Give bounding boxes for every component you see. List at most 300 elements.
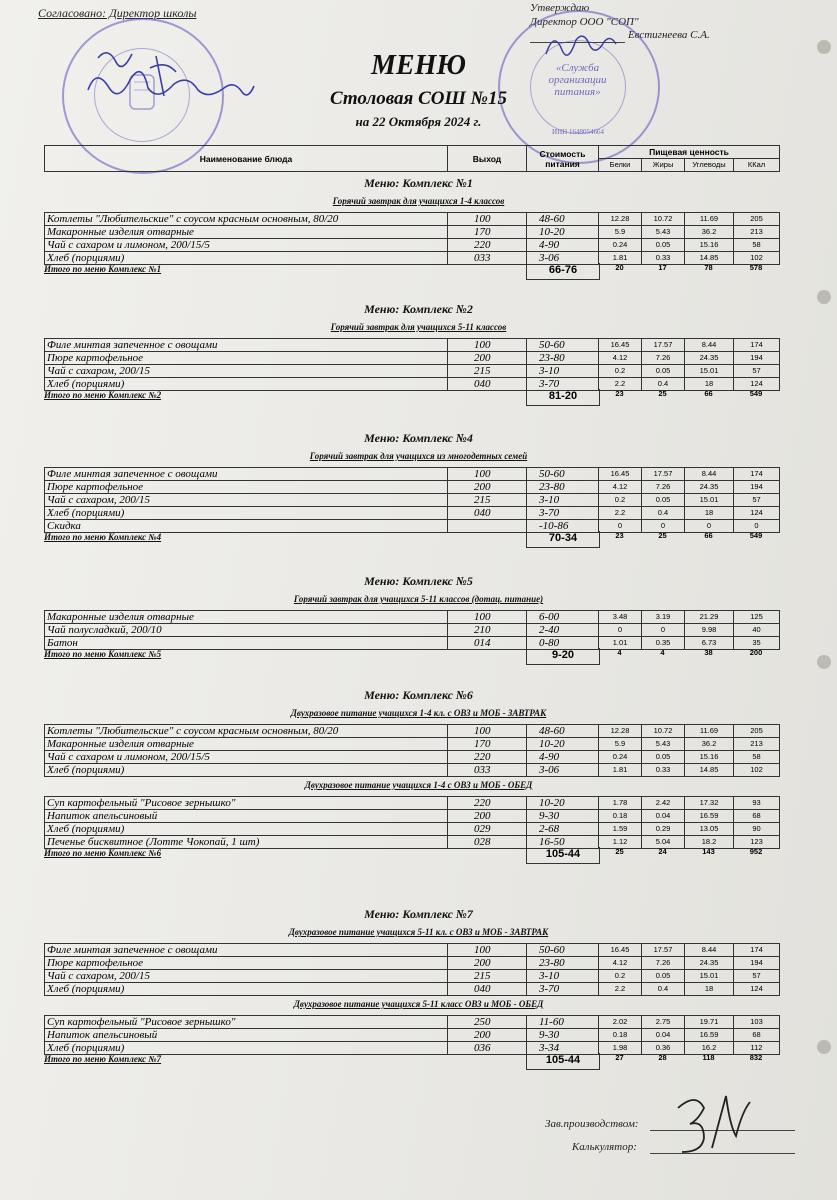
total-label: Итого по меню Комплекс №4 bbox=[44, 532, 162, 542]
dish-protein: 0.18 bbox=[599, 810, 642, 823]
dish-fat: 0.33 bbox=[642, 252, 685, 265]
dish-carbs: 36.2 bbox=[685, 226, 734, 239]
dish-output: 200 bbox=[448, 352, 527, 365]
dish-protein: 16.45 bbox=[599, 468, 642, 481]
dish-name: Чай с сахаром и лимоном, 200/15/5 bbox=[45, 239, 448, 252]
total-label: Итого по меню Комплекс №1 bbox=[44, 264, 162, 274]
stamp-inn: ИНН 1648054664 bbox=[552, 128, 604, 136]
dish-carbs: 18.2 bbox=[685, 836, 734, 849]
dish-cost: 4-90 bbox=[527, 239, 599, 252]
dish-kcal: 40 bbox=[734, 624, 780, 637]
dish-name: Пюре картофельное bbox=[45, 481, 448, 494]
dish-carbs: 15.01 bbox=[685, 494, 734, 507]
dish-kcal: 57 bbox=[734, 494, 780, 507]
dish-name: Чай полусладкий, 200/10 bbox=[45, 624, 448, 637]
dish-fat: 7.26 bbox=[642, 957, 685, 970]
col-output-header: Выход bbox=[448, 146, 527, 172]
dish-fat: 17.57 bbox=[642, 944, 685, 957]
dish-cost: 4-90 bbox=[527, 751, 599, 764]
dish-name: Пюре картофельное bbox=[45, 352, 448, 365]
total-cost: 70-34 bbox=[526, 531, 600, 548]
total-nutrition-value: 38 bbox=[704, 648, 713, 657]
approve-director-label: Директор ООО "СОП" bbox=[530, 16, 639, 28]
dish-protein: 5.9 bbox=[599, 738, 642, 751]
dish-protein: 12.28 bbox=[599, 213, 642, 226]
dish-name: Хлеб (порциями) bbox=[45, 983, 448, 996]
dish-row bbox=[45, 481, 780, 494]
dish-fat: 0.05 bbox=[642, 751, 685, 764]
dish-output: 100 bbox=[448, 468, 527, 481]
total-nutrition-value: 952 bbox=[749, 847, 763, 856]
dish-name: Чай с сахаром, 200/15 bbox=[45, 970, 448, 983]
dish-kcal: 124 bbox=[734, 507, 780, 520]
dish-kcal: 102 bbox=[734, 252, 780, 265]
dish-kcal: 35 bbox=[734, 637, 780, 650]
total-nutrition-value: 549 bbox=[749, 389, 763, 398]
total-cost: 9-20 bbox=[526, 648, 600, 665]
dish-protein: 4.12 bbox=[599, 957, 642, 970]
dish-cost: 9-30 bbox=[527, 1029, 599, 1042]
dish-output: 040 bbox=[448, 507, 527, 520]
dish-cost: 3-10 bbox=[527, 494, 599, 507]
dish-protein: 1.01 bbox=[599, 637, 642, 650]
dish-row bbox=[45, 983, 780, 996]
dish-cost: 23-80 bbox=[527, 957, 599, 970]
dish-cost: 16-50 bbox=[527, 836, 599, 849]
col-carbs-header: Углеводы bbox=[685, 159, 734, 172]
dish-kcal: 174 bbox=[734, 468, 780, 481]
section-title: Меню: Комплекс №4 bbox=[364, 431, 473, 445]
dish-kcal: 68 bbox=[734, 1029, 780, 1042]
dish-fat: 0.29 bbox=[642, 823, 685, 836]
total-nutrition-value: 23 bbox=[615, 531, 624, 540]
dish-name: Котлеты "Любительские" с соусом красным основным, 80/20 bbox=[45, 725, 448, 738]
dish-carbs: 16.59 bbox=[685, 810, 734, 823]
dish-cost: 3-06 bbox=[527, 252, 599, 265]
total-cost: 105-44 bbox=[526, 847, 600, 864]
menu-date: на 22 Октября 2024 г. bbox=[355, 114, 482, 129]
dish-kcal: 194 bbox=[734, 957, 780, 970]
meal-title: Двухразовое питание учащихся 5-11 кл. с ОВЗ и МОБ - ЗАВТРАК bbox=[288, 927, 549, 937]
dish-kcal: 57 bbox=[734, 970, 780, 983]
dish-output: 100 bbox=[448, 213, 527, 226]
dish-cost: 50-60 bbox=[527, 468, 599, 481]
dish-carbs: 24.35 bbox=[685, 481, 734, 494]
dish-row bbox=[45, 957, 780, 970]
dish-output: 100 bbox=[448, 611, 527, 624]
dish-output bbox=[448, 520, 527, 533]
dish-kcal: 123 bbox=[734, 836, 780, 849]
total-nutrition-value: 25 bbox=[658, 389, 667, 398]
col-cost-header: Стоимость питания bbox=[527, 146, 599, 172]
dish-protein: 1.81 bbox=[599, 764, 642, 777]
dish-cost: 9-30 bbox=[527, 810, 599, 823]
total-nutrition-value: 20 bbox=[615, 263, 624, 272]
dish-row bbox=[45, 725, 780, 738]
dish-fat: 5.43 bbox=[642, 738, 685, 751]
col-protein-header: Белки bbox=[599, 159, 642, 172]
dish-output: 100 bbox=[448, 944, 527, 957]
dish-kcal: 68 bbox=[734, 810, 780, 823]
dish-row bbox=[45, 738, 780, 751]
dish-carbs: 14.85 bbox=[685, 764, 734, 777]
dish-protein: 1.81 bbox=[599, 252, 642, 265]
dish-protein: 0.24 bbox=[599, 239, 642, 252]
dish-protein: 0.24 bbox=[599, 751, 642, 764]
dish-protein: 1.98 bbox=[599, 1042, 642, 1055]
dish-protein: 1.12 bbox=[599, 836, 642, 849]
dish-row bbox=[45, 1029, 780, 1042]
dish-carbs: 15.01 bbox=[685, 970, 734, 983]
total-label: Итого по меню Комплекс №7 bbox=[44, 1054, 162, 1064]
dish-row bbox=[45, 970, 780, 983]
dish-cost: 3-70 bbox=[527, 378, 599, 391]
dish-fat: 2.42 bbox=[642, 797, 685, 810]
dish-cost: -10-86 bbox=[527, 520, 599, 533]
dish-cost: 3-10 bbox=[527, 970, 599, 983]
total-cost: 66-76 bbox=[526, 263, 600, 280]
dish-kcal: 93 bbox=[734, 797, 780, 810]
dish-protein: 4.12 bbox=[599, 481, 642, 494]
dish-row bbox=[45, 944, 780, 957]
approve-label: Утверждаю bbox=[530, 2, 590, 14]
dish-row bbox=[45, 611, 780, 624]
dish-cost: 48-60 bbox=[527, 213, 599, 226]
dish-row bbox=[45, 764, 780, 777]
dish-carbs: 14.85 bbox=[685, 252, 734, 265]
dish-name: Пюре картофельное bbox=[45, 957, 448, 970]
dish-carbs: 13.05 bbox=[685, 823, 734, 836]
dish-name: Макаронные изделия отварные bbox=[45, 226, 448, 239]
dish-fat: 5.43 bbox=[642, 226, 685, 239]
total-cost: 81-20 bbox=[526, 389, 600, 406]
total-nutrition-value: 118 bbox=[702, 1053, 715, 1062]
total-nutrition-value: 832 bbox=[749, 1053, 763, 1062]
dish-name: Чай с сахаром и лимоном, 200/15/5 bbox=[45, 751, 448, 764]
total-cost: 105-44 bbox=[526, 1053, 600, 1070]
dish-name: Напиток апельсиновый bbox=[45, 810, 448, 823]
dish-table bbox=[44, 212, 780, 265]
dish-carbs: 24.35 bbox=[685, 352, 734, 365]
dish-name: Хлеб (порциями) bbox=[45, 823, 448, 836]
dish-carbs: 6.73 bbox=[685, 637, 734, 650]
dish-kcal: 102 bbox=[734, 764, 780, 777]
dish-cost: 23-80 bbox=[527, 352, 599, 365]
calculator-label: Калькулятор: bbox=[572, 1141, 637, 1153]
dish-output: 029 bbox=[448, 823, 527, 836]
dish-fat: 0 bbox=[642, 520, 685, 533]
dish-row bbox=[45, 494, 780, 507]
dish-protein: 1.59 bbox=[599, 823, 642, 836]
dish-carbs: 8.44 bbox=[685, 944, 734, 957]
dish-name: Скидка bbox=[45, 520, 448, 533]
dish-protein: 5.9 bbox=[599, 226, 642, 239]
dish-protein: 0.2 bbox=[599, 970, 642, 983]
dish-carbs: 17.32 bbox=[685, 797, 734, 810]
dish-cost: 3-06 bbox=[527, 764, 599, 777]
dish-protein: 2.2 bbox=[599, 378, 642, 391]
dish-carbs: 15.16 bbox=[685, 751, 734, 764]
dish-fat: 0.33 bbox=[642, 764, 685, 777]
dish-output: 100 bbox=[448, 725, 527, 738]
dish-row bbox=[45, 624, 780, 637]
dish-name: Филе минтая запеченное с овощами bbox=[45, 944, 448, 957]
dish-name: Филе минтая запеченное с овощами bbox=[45, 339, 448, 352]
dish-cost: 50-60 bbox=[527, 944, 599, 957]
dish-fat: 0.4 bbox=[642, 378, 685, 391]
dish-carbs: 21.29 bbox=[685, 611, 734, 624]
total-nutrition-value: 25 bbox=[658, 531, 667, 540]
dish-cost: 3-70 bbox=[527, 983, 599, 996]
dish-kcal: 194 bbox=[734, 481, 780, 494]
dish-fat: 0.36 bbox=[642, 1042, 685, 1055]
dish-protein: 2.02 bbox=[599, 1016, 642, 1029]
dish-protein: 3.48 bbox=[599, 611, 642, 624]
total-nutrition-value: 24 bbox=[658, 847, 667, 856]
dish-fat: 0.05 bbox=[642, 365, 685, 378]
col-name-header: Наименование блюда bbox=[45, 146, 448, 172]
dish-row bbox=[45, 1016, 780, 1029]
dish-fat: 2.75 bbox=[642, 1016, 685, 1029]
dish-kcal: 205 bbox=[734, 213, 780, 226]
dish-protein: 1.78 bbox=[599, 797, 642, 810]
dish-row bbox=[45, 823, 780, 836]
dish-fat: 0.04 bbox=[642, 810, 685, 823]
total-nutrition-value: 66 bbox=[704, 531, 713, 540]
meal-title: Горячий завтрак для учащихся 5-11 классов bbox=[330, 322, 507, 332]
dish-output: 033 bbox=[448, 252, 527, 265]
dish-kcal: 0 bbox=[734, 520, 780, 533]
dish-fat: 3.19 bbox=[642, 611, 685, 624]
dish-output: 100 bbox=[448, 339, 527, 352]
dish-fat: 17.57 bbox=[642, 339, 685, 352]
chef-signature-icon bbox=[668, 1088, 758, 1160]
dish-protein: 16.45 bbox=[599, 944, 642, 957]
dish-carbs: 11.69 bbox=[685, 213, 734, 226]
dish-protein: 0 bbox=[599, 624, 642, 637]
dish-fat: 0.4 bbox=[642, 983, 685, 996]
dish-fat: 10.72 bbox=[642, 213, 685, 226]
dish-kcal: 174 bbox=[734, 944, 780, 957]
dish-protein: 0.2 bbox=[599, 365, 642, 378]
meal-title: Двухразовое питание учащихся 1-4 с ОВЗ и МОБ - ОБЕД bbox=[304, 780, 533, 790]
dish-name: Хлеб (порциями) bbox=[45, 764, 448, 777]
total-nutrition-value: 27 bbox=[615, 1053, 624, 1062]
dish-protein: 2.2 bbox=[599, 507, 642, 520]
total-nutrition-value: 143 bbox=[702, 847, 715, 856]
dish-fat: 7.26 bbox=[642, 481, 685, 494]
dish-kcal: 58 bbox=[734, 751, 780, 764]
page-title: МЕНЮ bbox=[371, 50, 466, 81]
total-nutrition-value: 549 bbox=[749, 531, 763, 540]
section-title: Меню: Комплекс №6 bbox=[364, 688, 473, 702]
dish-name: Хлеб (порциями) bbox=[45, 507, 448, 520]
dish-table bbox=[44, 796, 780, 849]
total-nutrition-value: 78 bbox=[704, 263, 713, 272]
dish-protein: 16.45 bbox=[599, 339, 642, 352]
total-nutrition-value: 17 bbox=[658, 263, 667, 272]
page-subtitle: Столовая СОШ №15 bbox=[329, 88, 508, 109]
dish-kcal: 124 bbox=[734, 378, 780, 391]
agreed-label: Согласовано: Директор школы bbox=[38, 6, 197, 20]
dish-kcal: 57 bbox=[734, 365, 780, 378]
meal-title: Горячий завтрак для учащихся из многодетных семей bbox=[309, 451, 528, 461]
dish-kcal: 103 bbox=[734, 1016, 780, 1029]
dish-name: Батон bbox=[45, 637, 448, 650]
total-nutrition-value: 66 bbox=[704, 389, 713, 398]
dish-cost: 3-10 bbox=[527, 365, 599, 378]
col-fat-header: Жиры bbox=[642, 159, 685, 172]
dish-cost: 6-00 bbox=[527, 611, 599, 624]
dish-output: 215 bbox=[448, 365, 527, 378]
dish-output: 210 bbox=[448, 624, 527, 637]
col-nutrition-header: Пищевая ценность bbox=[599, 146, 780, 159]
dish-cost: 48-60 bbox=[527, 725, 599, 738]
dish-output: 220 bbox=[448, 797, 527, 810]
dish-carbs: 18 bbox=[685, 507, 734, 520]
section-title: Меню: Комплекс №7 bbox=[364, 907, 473, 921]
dish-output: 220 bbox=[448, 751, 527, 764]
dish-output: 220 bbox=[448, 239, 527, 252]
dish-output: 200 bbox=[448, 1029, 527, 1042]
meal-title: Двухразовое питание учащихся 5-11 класс ОВЗ и МОБ - ОБЕД bbox=[293, 999, 544, 1009]
total-nutrition-value: 28 bbox=[658, 1053, 667, 1062]
dish-carbs: 16.59 bbox=[685, 1029, 734, 1042]
dish-name: Печенье бисквитное (Лотте Чокопай, 1 шт) bbox=[45, 836, 448, 849]
dish-kcal: 213 bbox=[734, 226, 780, 239]
dish-carbs: 24.35 bbox=[685, 957, 734, 970]
section-title: Меню: Комплекс №2 bbox=[364, 302, 473, 316]
dish-table bbox=[44, 610, 780, 650]
total-label: Итого по меню Комплекс №2 bbox=[44, 390, 162, 400]
dish-protein: 12.28 bbox=[599, 725, 642, 738]
dish-protein: 0.18 bbox=[599, 1029, 642, 1042]
dish-name: Хлеб (порциями) bbox=[45, 252, 448, 265]
dish-name: Суп картофельный "Рисовое зернышко" bbox=[45, 797, 448, 810]
dish-output: 028 bbox=[448, 836, 527, 849]
dish-protein: 4.12 bbox=[599, 352, 642, 365]
dish-row bbox=[45, 213, 780, 226]
dish-name: Филе минтая запеченное с овощами bbox=[45, 468, 448, 481]
dish-fat: 0.4 bbox=[642, 507, 685, 520]
total-nutrition-value: 4 bbox=[660, 648, 665, 657]
dish-fat: 0.05 bbox=[642, 494, 685, 507]
dish-row bbox=[45, 797, 780, 810]
total-label: Итого по меню Комплекс №5 bbox=[44, 649, 162, 659]
chef-label: Зав.производством: bbox=[545, 1118, 639, 1130]
dish-kcal: 194 bbox=[734, 352, 780, 365]
dish-kcal: 112 bbox=[734, 1042, 780, 1055]
dish-output: 033 bbox=[448, 764, 527, 777]
dish-row bbox=[45, 507, 780, 520]
dish-fat: 10.72 bbox=[642, 725, 685, 738]
dish-row bbox=[45, 751, 780, 764]
dish-carbs: 11.69 bbox=[685, 725, 734, 738]
dish-cost: 10-20 bbox=[527, 738, 599, 751]
dish-carbs: 16.2 bbox=[685, 1042, 734, 1055]
total-nutrition-value: 578 bbox=[749, 263, 763, 272]
dish-fat: 0.35 bbox=[642, 637, 685, 650]
dish-row bbox=[45, 226, 780, 239]
dish-protein: 0.2 bbox=[599, 494, 642, 507]
dish-table bbox=[44, 467, 780, 533]
dish-fat: 5.04 bbox=[642, 836, 685, 849]
dish-output: 170 bbox=[448, 738, 527, 751]
dish-kcal: 124 bbox=[734, 983, 780, 996]
dish-carbs: 8.44 bbox=[685, 339, 734, 352]
punch-hole bbox=[817, 1040, 831, 1054]
dish-row bbox=[45, 352, 780, 365]
dish-output: 040 bbox=[448, 983, 527, 996]
dish-name: Котлеты "Любительские" с соусом красным основным, 80/20 bbox=[45, 213, 448, 226]
dish-output: 215 bbox=[448, 970, 527, 983]
dish-row bbox=[45, 239, 780, 252]
dish-cost: 11-60 bbox=[527, 1016, 599, 1029]
dish-name: Макаронные изделия отварные bbox=[45, 611, 448, 624]
dish-kcal: 125 bbox=[734, 611, 780, 624]
dish-output: 170 bbox=[448, 226, 527, 239]
dish-carbs: 18 bbox=[685, 378, 734, 391]
dish-table bbox=[44, 943, 780, 996]
total-nutrition-value: 200 bbox=[749, 648, 763, 657]
meal-title: Горячий завтрак для учащихся 5-11 классов (дотац. питание) bbox=[293, 594, 544, 604]
dish-cost: 0-80 bbox=[527, 637, 599, 650]
dish-cost: 10-20 bbox=[527, 797, 599, 810]
dish-name: Суп картофельный "Рисовое зернышко" bbox=[45, 1016, 448, 1029]
total-label: Итого по меню Комплекс №6 bbox=[44, 848, 162, 858]
stamp-label: «Служба организации питания» bbox=[548, 62, 607, 98]
approver-name: Евстигнеева С.А. bbox=[628, 29, 710, 41]
dish-fat: 0.05 bbox=[642, 970, 685, 983]
dish-cost: 23-80 bbox=[527, 481, 599, 494]
dish-carbs: 9.98 bbox=[685, 624, 734, 637]
dish-row bbox=[45, 339, 780, 352]
dish-carbs: 15.01 bbox=[685, 365, 734, 378]
dish-kcal: 90 bbox=[734, 823, 780, 836]
dish-fat: 17.57 bbox=[642, 468, 685, 481]
dish-output: 014 bbox=[448, 637, 527, 650]
dish-cost: 10-20 bbox=[527, 226, 599, 239]
dish-carbs: 8.44 bbox=[685, 468, 734, 481]
dish-carbs: 19.71 bbox=[685, 1016, 734, 1029]
dish-row bbox=[45, 468, 780, 481]
dish-cost: 3-34 bbox=[527, 1042, 599, 1055]
total-nutrition-value: 23 bbox=[615, 389, 624, 398]
section-title: Меню: Комплекс №5 bbox=[364, 574, 473, 588]
meal-title: Горячий завтрак для учащихся 1-4 классов bbox=[332, 196, 505, 206]
dish-name: Напиток апельсиновый bbox=[45, 1029, 448, 1042]
dish-cost: 2-40 bbox=[527, 624, 599, 637]
dish-kcal: 205 bbox=[734, 725, 780, 738]
dish-output: 200 bbox=[448, 481, 527, 494]
dish-kcal: 213 bbox=[734, 738, 780, 751]
dish-output: 036 bbox=[448, 1042, 527, 1055]
dish-fat: 0.05 bbox=[642, 239, 685, 252]
column-header-table bbox=[44, 145, 780, 172]
dish-fat: 0.04 bbox=[642, 1029, 685, 1042]
dish-name: Хлеб (порциями) bbox=[45, 378, 448, 391]
dish-name: Макаронные изделия отварные bbox=[45, 738, 448, 751]
dish-cost: 3-70 bbox=[527, 507, 599, 520]
dish-kcal: 58 bbox=[734, 239, 780, 252]
total-nutrition-value: 25 bbox=[615, 847, 624, 856]
dish-kcal: 174 bbox=[734, 339, 780, 352]
dish-output: 250 bbox=[448, 1016, 527, 1029]
dish-carbs: 36.2 bbox=[685, 738, 734, 751]
dish-output: 215 bbox=[448, 494, 527, 507]
dish-protein: 2.2 bbox=[599, 983, 642, 996]
dish-output: 200 bbox=[448, 810, 527, 823]
